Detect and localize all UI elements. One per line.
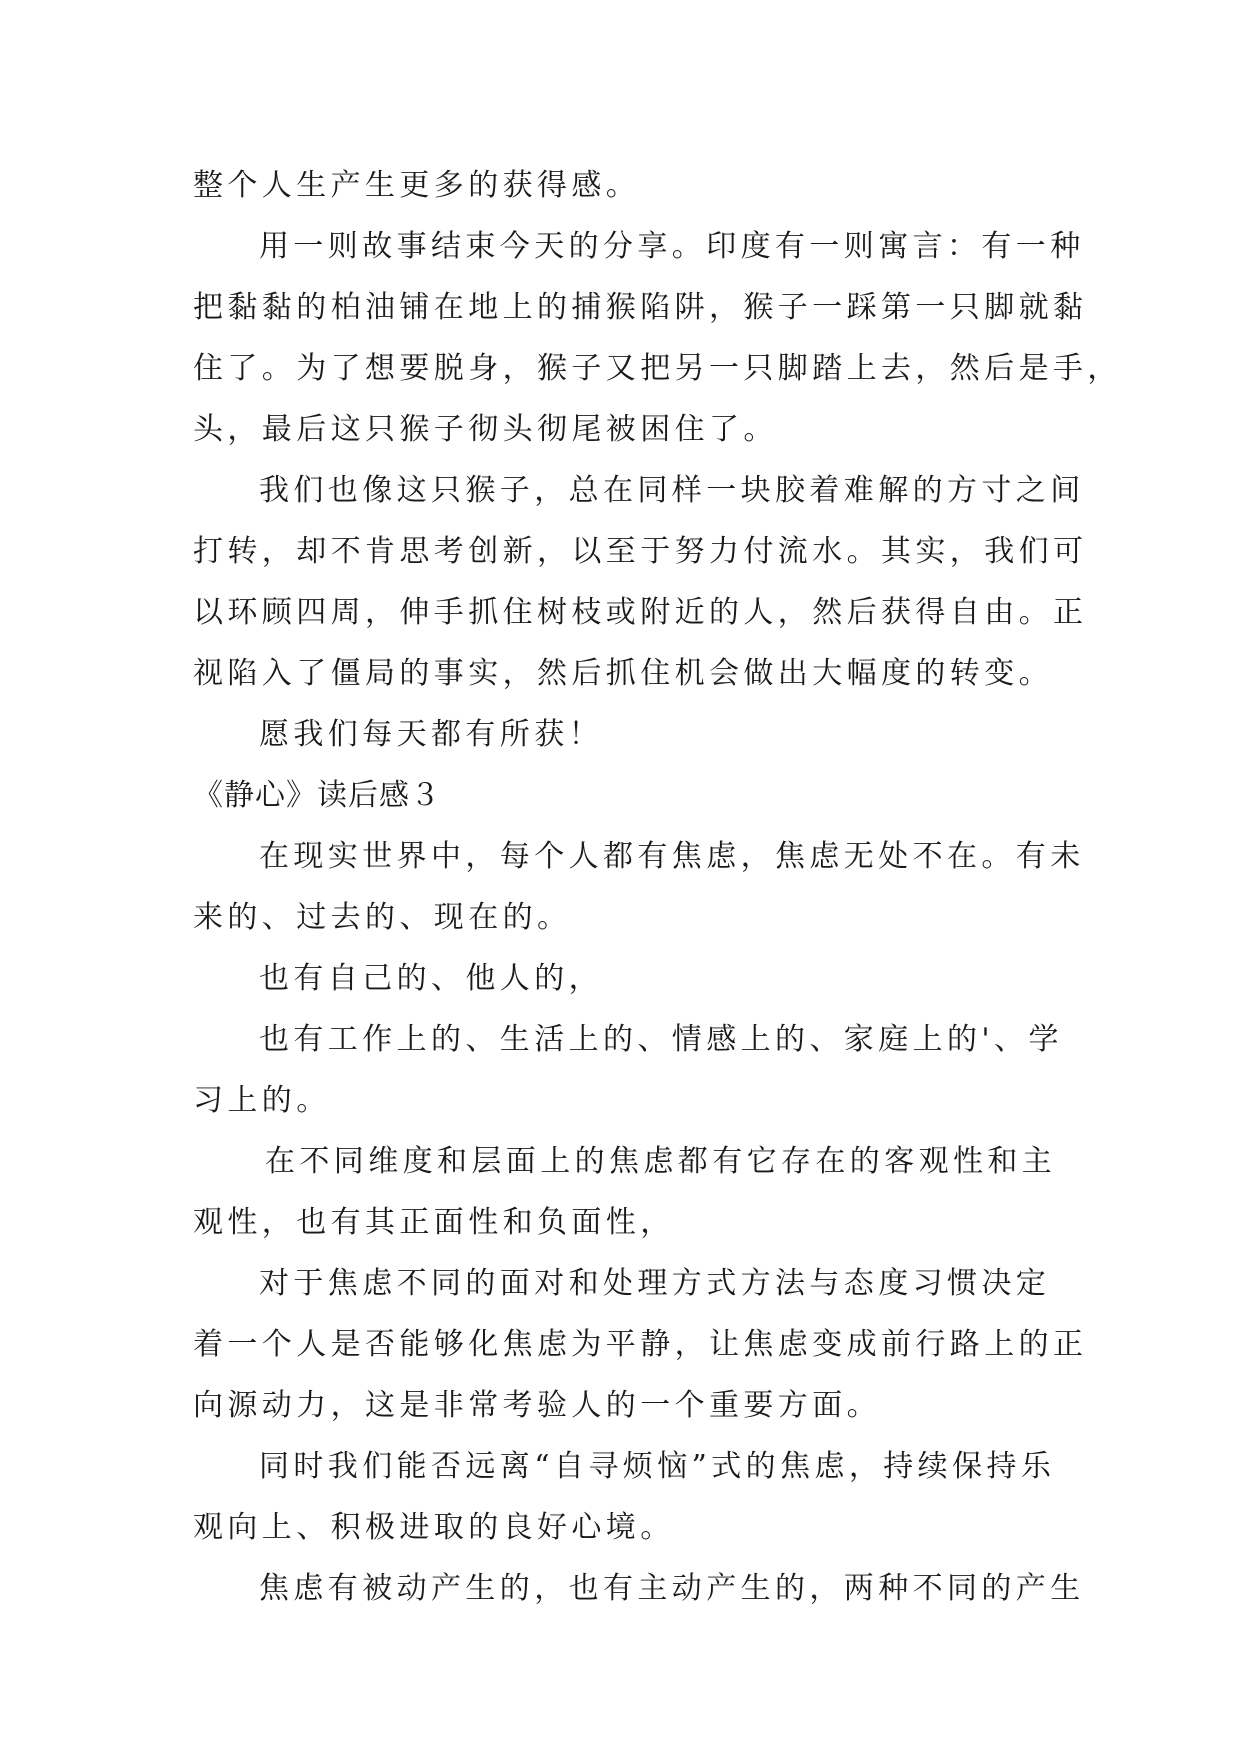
text-line: 头，最后这只猴子彻头彻尾被困住了。 <box>193 412 778 447</box>
paragraph-start-line: 在现实世界中，每个人都有焦虑，焦虑无处不在。有未 <box>259 839 1085 874</box>
paragraph-start-line: 用一则故事结束今天的分享。印度有一则寓言：有一种 <box>259 229 1085 264</box>
text-line: 视陷入了僵局的事实，然后抓住机会做出大幅度的转变。 <box>193 656 1053 691</box>
paragraph-start-line: 愿我们每天都有所获！ <box>259 717 603 752</box>
paragraph-start-line: 焦虑有被动产生的，也有主动产生的，两种不同的产生 <box>259 1571 1085 1606</box>
document-page <box>193 155 1122 1619</box>
paragraph-start-line: 也有自己的、他人的， <box>259 961 603 996</box>
text-line: 把黏黏的柏油铺在地上的捕猴陷阱，猴子一踩第一只脚就黏 <box>193 290 1088 325</box>
text-line: 住了。为了想要脱身，猴子又把另一只脚踏上去，然后是手， <box>193 351 1122 386</box>
text-line: 观向上、积极进取的良好心境。 <box>193 1510 675 1545</box>
paragraph-start-line: 同时我们能否远离“自寻烦恼”式的焦虑，持续保持乐 <box>259 1449 1056 1484</box>
paragraph-start-line: 也有工作上的、生活上的、情感上的、家庭上的'、学 <box>259 1022 1063 1057</box>
section-heading: 《静心》读后感３ <box>193 778 441 813</box>
paragraph-start-line: 在不同维度和层面上的焦虑都有它存在的客观性和主 <box>265 1144 1057 1179</box>
text-line: 习上的。 <box>193 1083 331 1118</box>
paragraph-start-line: 对于焦虑不同的面对和处理方式方法与态度习惯决定 <box>259 1266 1051 1301</box>
text-line: 整个人生产生更多的获得感。 <box>193 168 641 203</box>
text-line: 观性，也有其正面性和负面性， <box>193 1205 675 1240</box>
text-line: 着一个人是否能够化焦虑为平静，让焦虑变成前行路上的正 <box>193 1327 1088 1362</box>
text-line: 向源动力，这是非常考验人的一个重要方面。 <box>193 1388 881 1423</box>
paragraph-start-line: 我们也像这只猴子，总在同样一块胶着难解的方寸之间 <box>259 473 1085 508</box>
text-line: 以环顾四周，伸手抓住树枝或附近的人，然后获得自由。正 <box>193 595 1088 630</box>
text-line: 来的、过去的、现在的。 <box>193 900 572 935</box>
text-line: 打转，却不肯思考创新，以至于努力付流水。其实，我们可 <box>193 534 1088 569</box>
